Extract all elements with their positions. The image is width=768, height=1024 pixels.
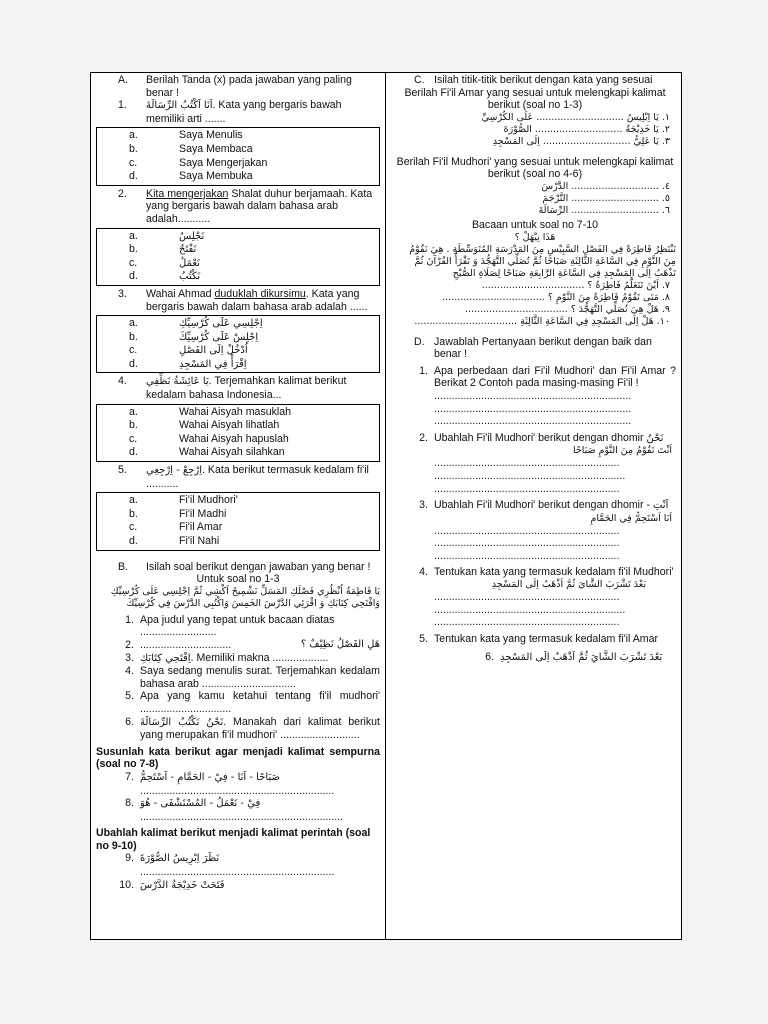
option[interactable]: a. Wahai Aisyah masuklah xyxy=(129,405,292,418)
right-column xyxy=(394,74,676,665)
option[interactable]: b. Saya Membaca xyxy=(129,142,253,155)
amar-item-3: ٣. يَا عَلِيُّ ............................. اِلَى المَسْجِدِ xyxy=(492,135,670,147)
option[interactable]: d. اِقْرَأْ فِي المَسْجِدِ xyxy=(129,357,247,370)
bacaan-q9: ٩. هَلْ هِيَ تُصَلِّي التَّهَجُّدَ ؟ .................................. xyxy=(465,303,670,315)
d-question-4: 4. Tentukan kata yang termasuk kedalam fi'il Mudhori' بَعْدَ تَشْرَبَ الشَّايَ ثُمَّ اَذْهَبُ اِلَى المَسْجِدِ ............................................................... ................................................................. ............................................................... xyxy=(419,566,674,629)
d-question-2: 2. Ubahlah Fi'il Mudhori' berikut dengan dhomir نَحْنُ اَنْتَ تَقُوْمُ مِنَ النَّوْمِ صَبَاحًا ............................................................... ................................................................. ............................................................... xyxy=(419,431,672,495)
option[interactable]: a. Saya Menulis xyxy=(129,129,243,142)
option[interactable]: b. Wahai Aisyah lihatlah xyxy=(129,419,280,432)
option[interactable]: d. نَكْتُبُ xyxy=(129,270,201,283)
left-column xyxy=(96,74,380,892)
option[interactable]: c. اُدْخُلْ اِلَى الفَصْلِ xyxy=(129,344,248,357)
bacaan-q10: ١٠. هَلْ اِلَى المَسْجِدِ فِي السَّاعَةِ الثَّالِثَةِ .................................. xyxy=(414,315,670,327)
section-c-heading: C. Isilah titik-titik berikut dengan kata yang sesuai xyxy=(414,74,653,86)
c-subtitle-amar: Berilah Fi'il Amar yang sesuai untuk melengkapi kalimat berikut (soal no 1-3) xyxy=(404,86,666,112)
option[interactable]: b. نَفْتَحُ xyxy=(129,243,197,256)
mudhori-item-5: ٥. ............................. التَّرْجَمَ xyxy=(542,192,670,204)
option[interactable]: c. نَعْمَلُ xyxy=(129,256,200,269)
d-question-1: 1. Apa perbedaan dari Fi'il Mudhori' dan Fi'il Amar ? Berikat 2 Contoh pada masing-masing Fi'il ! ................................................................... ................................................................... ................................................................... xyxy=(419,364,676,428)
b-subtitle: Untuk soal no 1-3 xyxy=(196,573,280,586)
b-item-5: 5. Apa yang kamu ketahui tentang fi'il mudhori' ............................... xyxy=(125,690,380,715)
b-item-4: 4. Saya sedang menulis surat. Terjemahkan kedalam bahasa arab ................................ xyxy=(125,665,380,690)
option[interactable]: b. Fi'il Madhi xyxy=(129,507,227,520)
mudhori-item-4: ٤. ............................. الدَّرْسَ xyxy=(541,180,670,192)
section-d-heading: D. Jawablah Pertanyaan berikut dengan baik dan benar ! xyxy=(414,335,652,361)
options-a1 xyxy=(96,127,380,185)
mudhori-item-6: ٦. ............................. الرِّسَالَةَ xyxy=(538,204,670,216)
d-question-3: 3. Ubahlah Fi'il Mudhori' berikut dengan dhomir - اَنْتِ اَنَا اَسْتَحِمُّ فِي الحَمَّامِ ............................................................... ............................................................... ............................................................... xyxy=(419,499,672,562)
question-a1: 1. اَنَا اَكْتُبُ الرِّسَالَةَ. Kata yang bergaris bawah memiliki arti ....... xyxy=(118,99,342,125)
question-a4: 4. يَا عَائِشَةُ نَظِّفِي. Terjemahkan kalimat berikut kedalam bahasa Indonesia... xyxy=(118,375,347,402)
options-a3 xyxy=(96,315,380,373)
b-item-8: 8. فِيْ - نَعْمَلُ - المُسْتَشْفَى - هُوَ ..................................................................... xyxy=(125,797,344,823)
option[interactable]: a. Fi'il Mudhori' xyxy=(129,494,238,507)
b-item-10: 10. فَتَحَتْ خَدِيْجَةُ الدَّرْسَ xyxy=(119,878,225,891)
bacaan-subtitle: هَذَا نِيْهَلْ ؟ xyxy=(514,231,556,243)
bacaan-q8: ٨. مَتَى تَقُوْمُ فَاطِرَةُ مِنَ النَّوْمِ ؟ .................................. xyxy=(442,291,670,303)
bacaan-q7: ٧. اَيْنَ تَتَعَلَّمُ فَاطِرَةُ ؟ .................................. xyxy=(481,279,670,291)
option[interactable]: d. Saya Membuka xyxy=(129,170,253,183)
ubah-heading: Ubahlah kalimat berikut menjadi kalimat perintah (soal no 9-10) xyxy=(96,827,371,852)
section-b-heading: B. Isilah soal berikut dengan jawaban yang benar ! xyxy=(118,560,371,573)
options-a5 xyxy=(96,492,380,550)
b-item-2: 2. ............................... هَلِ الفَصْلُ نَظِيْفٌ ؟ xyxy=(125,638,380,651)
option[interactable]: c. Fi'il Amar xyxy=(129,521,223,534)
b-item-3: 3. اِفْتَحِي كِتَابَكِ. Memiliki makna ................... xyxy=(125,651,329,664)
option[interactable]: c. Saya Mengerjakan xyxy=(129,156,268,169)
d-question-6: 6. بَعْدَ تَشْرَبَ الشَّايَ ثُمَّ اَذْهَبُ اِلَى المَسْجِدِ xyxy=(485,651,663,664)
option[interactable]: c. Wahai Aisyah hapuslah xyxy=(129,432,289,445)
option[interactable]: b. اِجْلِسْ عَلَى كُرْسِيِّكَ xyxy=(129,330,259,343)
b-item-9: 9. نَظَرَ اِبْرِيسُ الصُّوْرَةَ .................................................................. xyxy=(125,852,335,879)
mudhori-list xyxy=(394,181,676,217)
question-a2: 2. Kita mengerjakan Shalat duhur berjamaah. Kata yang bergaris bawah dalam bahasa arab adalah........... xyxy=(118,187,373,225)
b-item-7: 7. صَبَاحًا - اَنَا - فِيْ - الحَمَّامِ - اَسْتَحِمُّ .................................................................. xyxy=(125,770,335,797)
question-a5: 5. اِرْجِعْ - اِرْجِعِي. Kata berikut termasuk kedalam fi'il ........... xyxy=(118,464,369,490)
options-a2 xyxy=(96,228,380,286)
question-a3: 3. Wahai Ahmad duduklah dikursimu. Kata yang bergaris bawah dalam bahasa arab adalah ...... xyxy=(118,287,368,313)
option[interactable]: a. نَجْلِسُ xyxy=(129,229,205,242)
option[interactable]: a. اِجْلِسِي عَلَى كُرْسِيِّكِ xyxy=(129,317,263,330)
bacaan-passage: نَنْتَظِرُ فَاطِرَةً فِي الفَصْلِ السَّبِيْسِ مِنَ المَدْرَسَةِ المُتَوَسِّطَةِ . هِيَ نَقُوْمُ مِنَ النَّوْمِ فِي السَّاعَةِ الثَّالِثَةِ صَبَاحًا ثُمَّ تُصَلِّي التَّهَجُّدَ وَ تَقْرَأُ القُرْآنَ ثُمَّ تَذْهَبُ اِلَى المَسْجِدِ فِي السَّاعَةِ الرَّابِعَةِ صَبَاحًا لِصَلَاةِ الصُّبْحِ xyxy=(409,243,676,279)
susun-heading: Susunlah kata berikut agar menjadi kalimat sempurna (soal no 7-8) xyxy=(96,745,380,771)
options-a4 xyxy=(96,404,380,462)
amar-list xyxy=(394,112,676,148)
bacaan-title: Bacaan untuk soal no 7-10 xyxy=(471,218,599,231)
column-divider xyxy=(385,72,386,940)
section-a-heading: A. Berilah Tanda (x) pada jawaban yang paling benar ! xyxy=(118,74,352,99)
c-subtitle-mudhori: Berilah Fi'il Mudhori' yang sesuai untuk melengkapi kalimat berikut (soal no 4-6) xyxy=(396,155,674,181)
amar-item-2: ٢. يَا خَدِيْجَةُ ............................. الصُّوْرَةَ xyxy=(503,123,670,135)
option[interactable]: d. Wahai Aisyah silahkan xyxy=(129,446,285,459)
option[interactable]: d. Fi'il Nahi xyxy=(129,535,220,547)
bacaan-questions xyxy=(394,280,676,328)
b-item-6: 6. نَحْنُ نَكْتُبُ الرِّسَالَةَ. Manakah dari kalimat berikut yang merupakan fi'il mudhori' ........................... xyxy=(125,715,380,742)
b-passage: يَا فَاطِمَةُ اُنْظُرِي فَصْلَكِ المَسَلِّ نَشْمِيحُ اَكْشِي ثُمَّ اِجْلِسِي عَلَى كُرْسِيِّكِ وَافْتَحِي كِتَابَكِ وَ اقْرَئِي الدَّرْسَ الخَمِسَ وَاكْتُبِي الدَّرْسَ فِي كُرْسِيِّكَ xyxy=(110,585,380,609)
amar-item-1: ١. يَا اِبْلِيسُ ............................. عَلَى الكُرْسِيِّ xyxy=(481,111,670,123)
b-item-1: 1. Apa judul yang tepat untuk bacaan diatas .......................... xyxy=(125,613,335,639)
d-question-5: 5. Tentukan kata yang termasuk kedalam fi'il Amar xyxy=(419,632,659,645)
